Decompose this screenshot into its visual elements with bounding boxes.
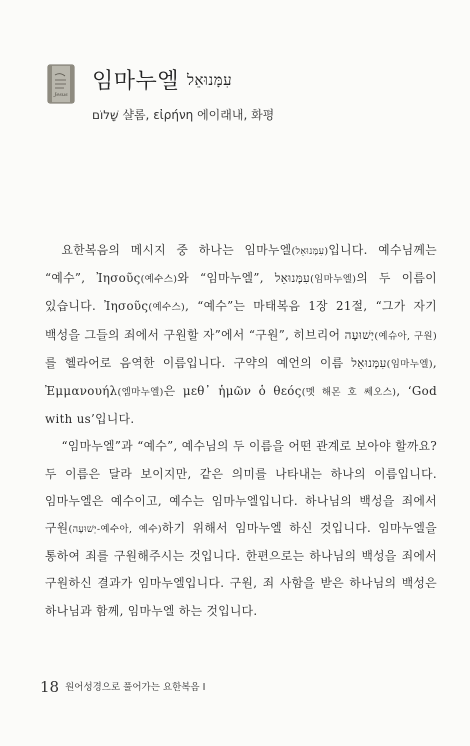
- text-run: , ‘God with us’입니다.: [45, 384, 437, 427]
- text-run: 은 μεθ᾽ ἡμῶν ὁ θεός: [163, 384, 302, 399]
- inline-note: (예수스): [148, 302, 186, 314]
- title-korean: 임마누엘: [92, 69, 180, 94]
- text-run: 입니다. 예수님께는 “예수”, Ἰησοῦς: [45, 243, 437, 286]
- page-title: [92, 64, 232, 95]
- inline-note: (예수스): [140, 274, 178, 286]
- text-run: 를 헬라어로 음역한 이름입니다. 구약의 예언의 이름 עִמָּנוּאֵל: [45, 355, 387, 370]
- text-run: 와 “임마누엘”, עִמָּנוּאֵל: [177, 271, 311, 286]
- inline-note: (멧 해몬 호 쎄오스): [301, 387, 397, 399]
- page-number: 18: [40, 678, 60, 696]
- inline-note: (예슈아, 구원): [374, 330, 437, 342]
- inline-note: (임마누엘): [310, 274, 357, 286]
- subtitle-words: שָׁלוֹם 샬롬, εἰρήνη 에이래내, 화평: [92, 108, 275, 122]
- inline-note: (יְשׁוּעָה-예수아, 예수): [68, 524, 162, 536]
- text-run: “임마누엘”과 “예수”, 예수님의 두 이름을 어떤 관계로 보아야 할까요? 두 이름은 달라 보이지만, 같은 의미를 나타내는 하나의 이름입니다. 임마누엘은 예수이고, 예수는 임마누엘입니다. 하나님의 백성을 죄에서 구원: [45, 439, 437, 536]
- text-run: , Ἐμμανουήλ: [45, 355, 437, 399]
- text-run: 요한복음의 메시지 중 하나는 임마누엘: [61, 243, 292, 257]
- body-text: [45, 237, 437, 625]
- parchment-scroll-icon: [44, 62, 78, 106]
- paragraph-1: [45, 237, 437, 433]
- text-run: , “예수”는 마태복음 1장 21절, “그가 자기 백성을 그들의 죄에서 구원할 자”에서 “구원”, 히브리어 יְשׁוּעָה: [45, 299, 437, 342]
- inline-note: (임마누엘): [386, 358, 433, 370]
- page-footer: [40, 677, 205, 696]
- paragraph-2: [45, 433, 437, 624]
- svg-text:Jesus: Jesus: [54, 92, 68, 98]
- title-hebrew: עִמָּנוּאֵל: [187, 71, 233, 89]
- book-title: 원어성경으로 풀어가는 요한복음 I: [65, 682, 206, 693]
- inline-note: (엠마누엘): [117, 387, 164, 399]
- text-run: 하기 위해서 임마누엘 하신 것입니다. 임마누엘을 통하여 죄를 구원해주시는 것입니다. 한편으로는 하나님의 백성을 죄에서 구원하신 결과가 임마누엘입니다. 구원, 죄 사함을 받은 하나님의 백성은 하나님과 함께, 임마누엘 하는 것입니다.: [45, 521, 437, 618]
- text-run: 의 두 이름이 있습니다. Ἰησοῦς: [45, 271, 438, 314]
- inline-note: (עִמָּנוּאֵל): [291, 246, 329, 257]
